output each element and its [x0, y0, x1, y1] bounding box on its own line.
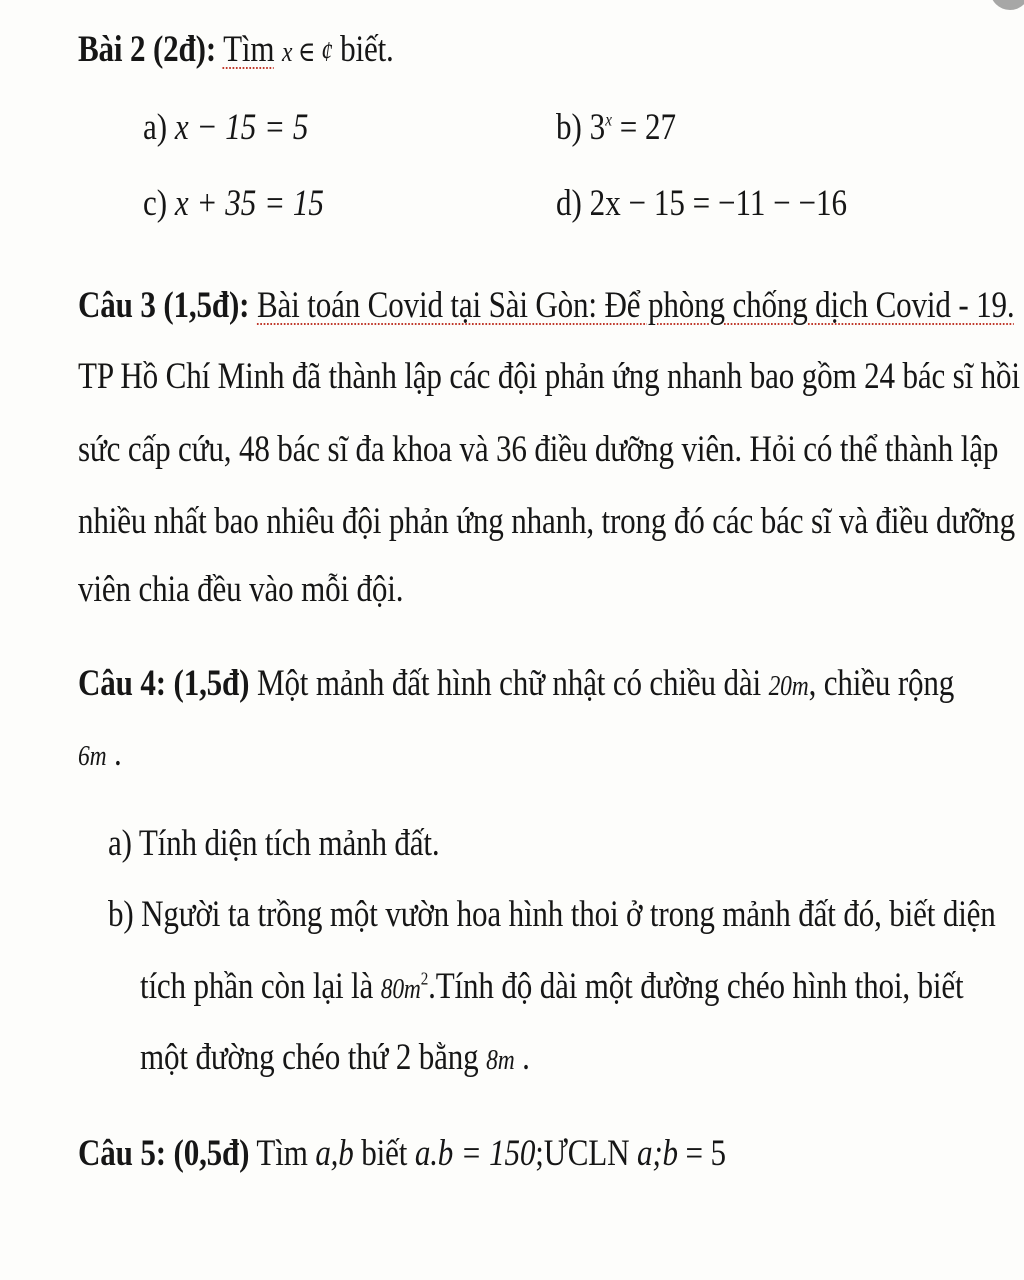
bai2-item-c	[143, 182, 324, 225]
cau4-part-b-line-2	[140, 965, 964, 1008]
bai2-label: Bài 2 (2đ):	[78, 29, 217, 70]
bai2-item-a	[143, 106, 308, 149]
cau3-line-1	[78, 284, 1014, 327]
cau4-text-1-rest: , chiều rộng	[808, 663, 955, 704]
cau4-width: 6m	[78, 741, 107, 772]
item-c-label: c)	[143, 183, 168, 224]
cau5-product: a.b = 150	[414, 1133, 536, 1174]
cau4-length: 20m	[768, 671, 809, 702]
cau5-sep: ;ƯCLN	[535, 1133, 630, 1174]
cau5-label: Câu 5: (0,5đ)	[78, 1133, 250, 1174]
item-c-expr: x + 35 = 15	[174, 183, 324, 224]
cau5-gcd-val: = 5	[685, 1133, 726, 1174]
cau4-text-2-rest: .	[114, 733, 122, 774]
cau4-label: Câu 4: (1,5đ)	[78, 663, 250, 704]
item-b-rhs: = 27	[619, 107, 677, 148]
cau4-part-b-line-1: b) Người ta trồng một vườn hoa hình thoi ở trong mảnh đất đó, biết diện	[108, 894, 996, 935]
cau4-diag: 8m	[486, 1045, 515, 1076]
corner-shadow	[990, 0, 1024, 10]
cau4-text-1: Một mảnh đất hình chữ nhật có chiều dài	[256, 663, 761, 704]
cau5-line	[78, 1132, 726, 1175]
bai2-item-d	[556, 182, 847, 225]
bai2-heading	[78, 28, 394, 71]
cau4-b-text-post: .Tính độ dài một đường chéo hình thoi, biết	[428, 966, 964, 1007]
cau4-part-b-line-3	[140, 1036, 530, 1079]
cau4-area-exp: 2	[420, 968, 429, 989]
item-b-base: 3	[589, 107, 606, 148]
cau3-text-1: Bài toán Covid tại Sài Gòn: Để phòng chống dịch Covid - 19.	[256, 285, 1015, 326]
item-d-label: d)	[556, 183, 582, 224]
cau3-line-3: sức cấp cứu, 48 bác sĩ đa khoa và 36 điều dưỡng viên. Hỏi có thể thành lập	[78, 429, 999, 470]
item-b-label: b)	[556, 107, 582, 148]
cau5-gcd-args: a;b	[636, 1133, 678, 1174]
bai2-domain: x ∈ ¢	[281, 37, 333, 68]
bai2-biet: biết.	[340, 29, 394, 70]
item-d-expr: 2x − 15 = −11 − −16	[589, 183, 848, 224]
cau4-part-a: a) Tính diện tích mảnh đất.	[108, 823, 440, 864]
item-b-exp: x	[605, 109, 612, 130]
bai2-tim: Tìm	[223, 29, 275, 70]
cau4-b-text3-post: .	[522, 1037, 530, 1078]
item-a-label: a)	[143, 107, 168, 148]
cau3-line-2: TP Hồ Chí Minh đã thành lập các đội phản ứng nhanh bao gồm 24 bác sĩ hồi	[78, 356, 1020, 397]
cau3-line-4: nhiều nhất bao nhiêu đội phản ứng nhanh, trong đó các bác sĩ và điều dưỡng	[78, 501, 1016, 542]
cau4-line-2	[78, 732, 122, 775]
cau5-biet: biết	[361, 1133, 408, 1174]
cau3-line-5: viên chia đều vào mỗi đội.	[78, 569, 404, 610]
item-a-expr: x − 15 = 5	[174, 107, 309, 148]
cau3-label: Câu 3 (1,5đ):	[78, 285, 250, 326]
cau4-area: 80m	[380, 974, 421, 1005]
cau4-line-1	[78, 662, 954, 705]
cau4-b-text3-pre: một đường chéo thứ 2 bằng	[140, 1037, 479, 1078]
cau5-tim: Tìm	[256, 1133, 308, 1174]
bai2-item-b	[556, 106, 676, 149]
cau5-vars: a,b	[315, 1133, 354, 1174]
cau4-b-text-pre: tích phần còn lại là	[140, 966, 374, 1007]
